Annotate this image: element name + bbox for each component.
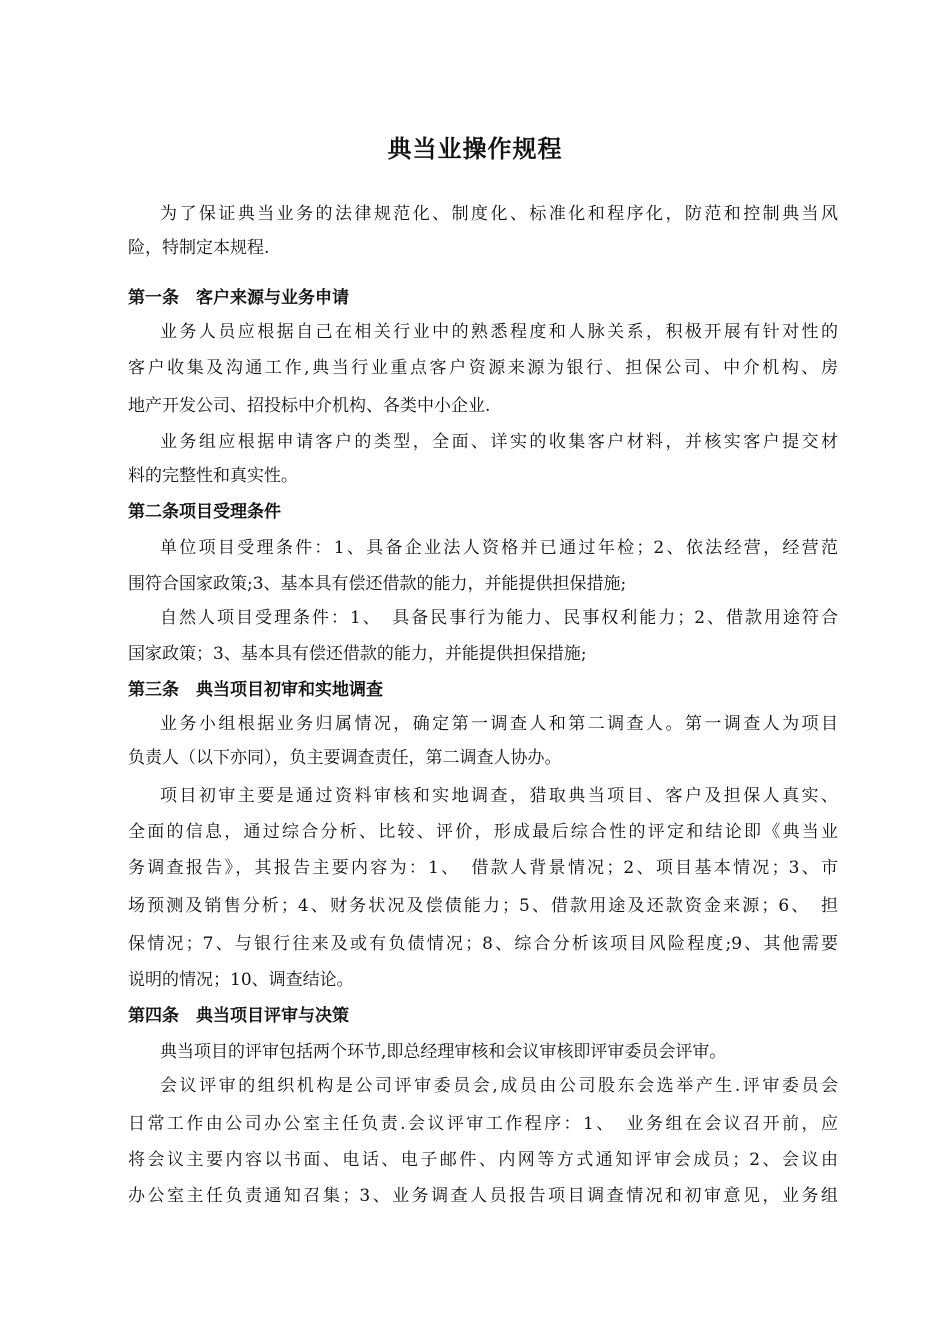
intro-line: 险，特制定本规程. [128, 238, 270, 258]
paragraph-line: 负责人（以下亦同），负主要调查责任，第二调查人协办。 [128, 748, 562, 768]
section-heading: 第一条 客户来源与业务申请 [128, 288, 349, 308]
section-heading: 第二条项目受理条件 [128, 502, 281, 522]
paragraph-line: 客户收集及沟通工作,典当行业重点客户资源来源为银行、担保公司、中介机构、房 [128, 358, 838, 378]
paragraph-line: 自然人项目受理条件：1、 具备民事行为能力、民事权利能力；2、借款用途符合 [160, 608, 838, 628]
paragraph-line: 业务组应根据申请客户的类型，全面、详实的收集客户材料，并核实客户提交材 [160, 432, 838, 452]
paragraph-line: 典当项目的评审包括两个环节,即总经理审核和会议审核即评审委员会评审。 [160, 1042, 727, 1062]
paragraph-line: 办公室主任负责通知召集；3、业务调查人员报告项目调查情况和初审意见，业务组 [128, 1186, 838, 1206]
paragraph-line: 业务小组根据业务归属情况，确定第一调查人和第二调查人。第一调查人为项目 [160, 714, 838, 734]
paragraph-line: 保情况；7、与银行往来及或有负债情况；8、综合分析该项目风险程度;9、其他需要 [128, 934, 838, 954]
section-heading: 第三条 典当项目初审和实地调查 [128, 680, 383, 700]
paragraph-line: 场预测及销售分析；4、财务状况及偿债能力；5、借款用途及还款资金来源；6、 担 [128, 896, 838, 916]
section-heading: 第四条 典当项目评审与决策 [128, 1006, 349, 1026]
document-title: 典当业操作规程 [387, 135, 563, 163]
paragraph-line: 将会议主要内容以书面、电话、电子邮件、内网等方式通知评审会成员；2、会议由 [128, 1150, 838, 1170]
paragraph-line: 料的完整性和真实性。 [128, 466, 298, 486]
paragraph-line: 日常工作由公司办公室主任负责.会议评审工作程序：1、 业务组在会议召开前，应 [128, 1114, 838, 1134]
paragraph-line: 地产开发公司、招投标中介机构、各类中小企业. [128, 396, 491, 416]
paragraph-line: 会议评审的组织机构是公司评审委员会,成员由公司股东会选举产生.评审委员会 [160, 1076, 838, 1096]
paragraph-line: 全面的信息，通过综合分析、比较、评价，形成最后综合性的评定和结论即《典当业 [128, 822, 838, 842]
paragraph-line: 单位项目受理条件：1、具备企业法人资格并已通过年检；2、依法经营，经营范 [160, 538, 838, 558]
paragraph-line: 业务人员应根据自己在相关行业中的熟悉程度和人脉关系，积极开展有针对性的 [160, 322, 838, 342]
paragraph-line: 围符合国家政策;3、基本具有偿还借款的能力，并能提供担保措施; [128, 574, 627, 594]
paragraph-line: 项目初审主要是通过资料审核和实地调查，猎取典当项目、客户及担保人真实、 [160, 786, 838, 806]
paragraph-line: 务调查报告》，其报告主要内容为：1、 借款人背景情况；2、项目基本情况；3、市 [128, 858, 838, 878]
paragraph-line: 说明的情况；10、调查结论。 [128, 970, 354, 990]
intro-line: 为了保证典当业务的法律规范化、制度化、标准化和程序化，防范和控制典当风 [160, 204, 838, 224]
paragraph-line: 国家政策；3、基本具有偿还借款的能力，并能提供担保措施; [128, 644, 587, 664]
